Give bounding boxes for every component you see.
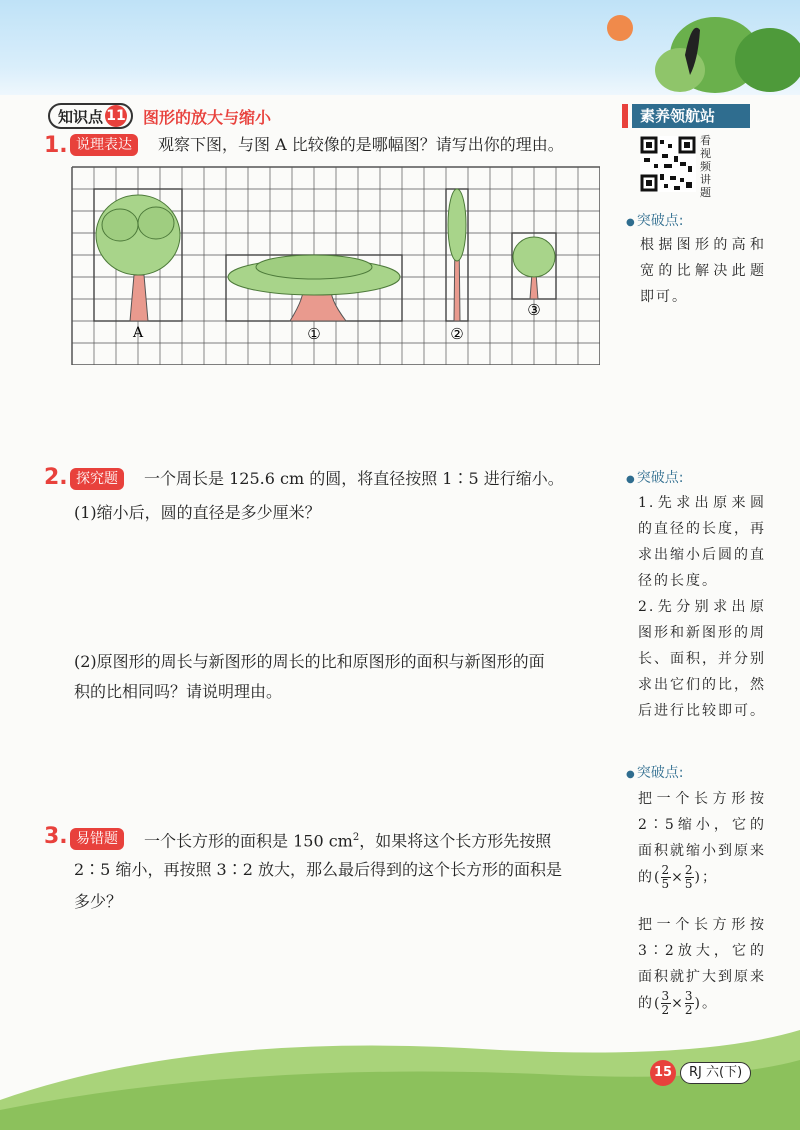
edition-label: RJ 六(下) (680, 1062, 751, 1084)
tip-dot-icon: ● (626, 217, 635, 228)
figure-label-a: A (132, 325, 144, 341)
tip-3-line1: 把一个长方形按2∶5缩小，它的面积就缩小到原来的 (638, 791, 766, 886)
tip-1-title-text: 突破点: (636, 213, 684, 229)
page-number: 15 (650, 1060, 676, 1086)
question-3-sup: 2 (352, 832, 360, 843)
question-3-number: 3. (44, 824, 68, 849)
sidebar-header (622, 104, 750, 128)
question-3-line1a: 一个长方形的面积是 150 cm (144, 831, 353, 851)
tip-2-text-1: 1.先求出原来圆的直径的长度，再求出缩小后圆的直径的长度。 (638, 495, 766, 589)
sidebar-header-bar (622, 104, 628, 128)
topic-title: 图形的放大与缩小 (143, 107, 272, 127)
figure-label-1: ① (307, 325, 321, 343)
qr-label: 看视频讲题 (700, 134, 711, 199)
paren-right: ) (694, 995, 702, 1012)
question-3-line1 (144, 822, 551, 857)
question-2-sub1: (1)缩小后，圆的直径是多少厘米？ (74, 503, 321, 522)
tip-3-line2: 把一个长方形按3∶2放大，它的面积就扩大到原来的 (638, 917, 766, 1012)
denominator: 2 (661, 1003, 672, 1017)
tree-3 (513, 237, 555, 299)
question-2-sub2-line2: 积的比相同吗？请说明理由。 (74, 682, 283, 701)
question-1-number: 1. (44, 133, 68, 158)
tip-3-text-1 (638, 786, 766, 891)
tip-3-close2: 。 (701, 995, 718, 1012)
page-footer (650, 1060, 751, 1086)
tip-3-text-2 (638, 912, 766, 1017)
question-1-tag: 说理表达 (70, 134, 138, 156)
denominator: 5 (684, 877, 695, 891)
topic-badge (48, 103, 133, 129)
tip-2-title-text: 突破点: (636, 470, 684, 486)
sidebar-header-text: 素养领航站 (632, 104, 750, 128)
question-1-text: 观察下图，与图 A 比较像的是哪幅图？请写出你的理由。 (158, 135, 564, 154)
numerator: 3 (684, 989, 695, 1003)
topic-header (48, 103, 271, 129)
tip-1-title (626, 210, 683, 230)
numerator: 3 (661, 989, 672, 1003)
paren-left: ( (654, 995, 662, 1012)
numerator: 2 (661, 863, 672, 877)
tip-2-title (626, 467, 683, 487)
qr-code[interactable] (640, 136, 696, 192)
question-3-line2: 2∶5 缩小，再按照 3∶2 放大，那么最后得到的这个长方形的面积是 (74, 860, 562, 879)
figure-grid (70, 165, 600, 369)
tree-a (96, 195, 180, 321)
topic-label: 知识点 (58, 107, 104, 126)
fraction (661, 864, 671, 891)
grid-figure-svg (70, 165, 600, 365)
times-sign: × (671, 995, 685, 1012)
denominator: 5 (661, 877, 672, 891)
paren-left: ( (654, 869, 662, 886)
figure-label-3: ③ (527, 301, 541, 319)
tip-3-close1: ； (701, 869, 718, 886)
figure-label-2: ② (450, 325, 464, 343)
tip-dot-icon: ● (626, 769, 635, 780)
topic-number: 11 (105, 105, 127, 127)
question-3-line3: 多少？ (74, 892, 123, 911)
question-2-number: 2. (44, 465, 68, 490)
question-2-text: 一个周长是 125.6 cm 的圆，将直径按照 1∶5 进行缩小。 (144, 469, 564, 488)
tip-dot-icon: ● (626, 474, 635, 485)
denominator: 2 (684, 1003, 695, 1017)
numerator: 2 (684, 863, 695, 877)
question-2-tag: 探究题 (70, 468, 124, 490)
tip-3-title-text: 突破点: (636, 765, 684, 781)
times-sign: × (671, 869, 685, 886)
tree-1 (228, 255, 400, 321)
paren-right: ) (694, 869, 702, 886)
question-2-sub2-line1: (2)原图形的周长与新图形的周长的比和原图形的面积与新图形的面 (74, 652, 545, 671)
header-leaf-decoration (600, 0, 800, 95)
question-3-line1b: ，如果将这个长方形先按照 (359, 831, 552, 851)
question-3-tag: 易错题 (70, 828, 124, 850)
tip-2-text-2: 2.先分别求出原图形和新图形的周长、面积，并分别求出它们的比，然后进行比较即可。 (638, 599, 766, 719)
tip-3-title (626, 762, 683, 782)
tip-1-text: 根据图形的高和宽的比解决此题即可。 (640, 237, 766, 305)
